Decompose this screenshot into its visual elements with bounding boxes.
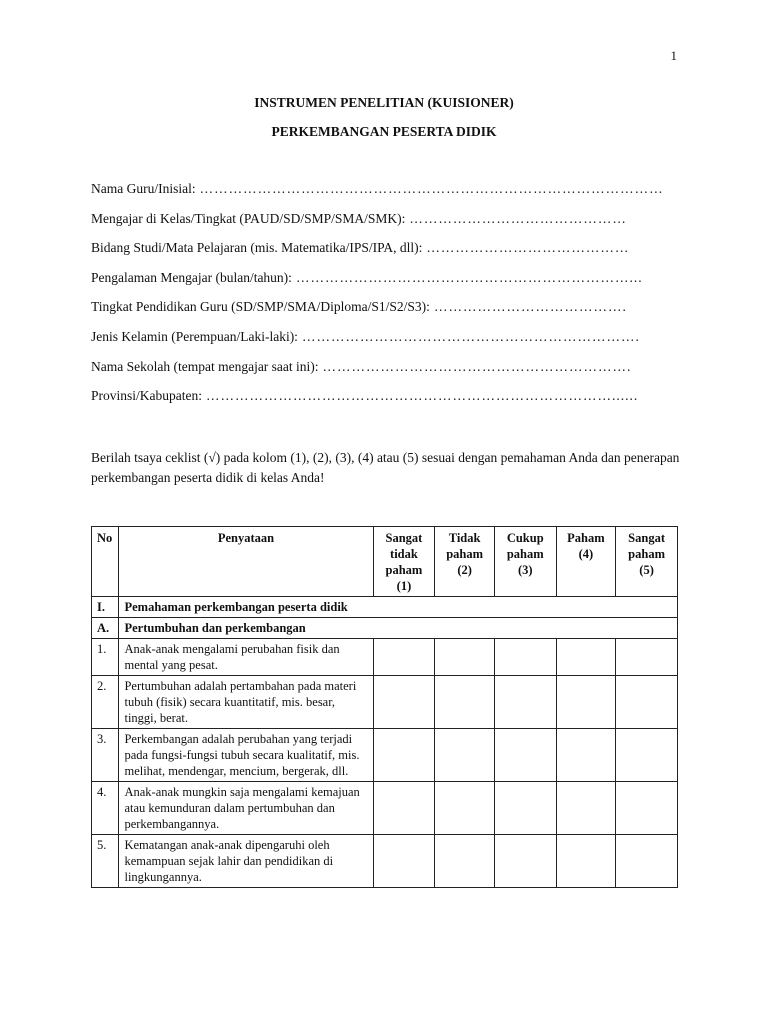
field-school-name[interactable]: [91, 359, 679, 389]
answer-cell-3[interactable]: [494, 835, 556, 888]
header-option-3: Cukup paham (3): [494, 527, 556, 597]
item-statement: Kematangan anak-anak dipengaruhi oleh kemampuan sejak lahir dan pendidikan di lingkungannya.: [119, 835, 373, 888]
instruction-text: Berilah tsaya ceklist (√) pada kolom (1), (2), (3), (4) atau (5) sesuai dengan pemahaman Anda dan penerapan perkembangan peserta didik di kelas Anda!: [91, 450, 680, 485]
answer-cell-2[interactable]: [435, 729, 495, 782]
table-header-row: [92, 527, 678, 597]
answer-cell-1[interactable]: [373, 729, 435, 782]
field-province[interactable]: [91, 388, 679, 418]
item-number: 1.: [92, 639, 119, 676]
fill-line[interactable]: …………………………………………………………………………......: [206, 388, 639, 404]
answer-cell-1[interactable]: [373, 676, 435, 729]
item-number: 5.: [92, 835, 119, 888]
table-row: [92, 639, 678, 676]
answer-cell-1[interactable]: [373, 639, 435, 676]
item-statement: Anak-anak mungkin saja mengalami kemajuan atau kemunduran dalam pertumbuhan dan perkembangannya.: [119, 782, 373, 835]
answer-cell-4[interactable]: [556, 782, 616, 835]
fill-line[interactable]: ……………………………………………………….: [322, 358, 632, 374]
document-subtitle: PERKEMBANGAN PESERTA DIDIK: [271, 124, 497, 139]
item-statement: Perkembangan adalah perubahan yang terjadi pada fungsi-fungsi tubuh secara kualitatif, mis. melihat, mendengar, mencium, bergerak, dll.: [119, 729, 373, 782]
answer-cell-2[interactable]: [435, 676, 495, 729]
header-option-4: Paham (4): [556, 527, 616, 597]
answer-cell-5[interactable]: [616, 835, 678, 888]
section-row: [92, 597, 678, 618]
header-option-5: Sangat paham (5): [616, 527, 678, 597]
fill-line[interactable]: ……………………………………………………………...: [295, 269, 643, 285]
answer-cell-5[interactable]: [616, 729, 678, 782]
item-statement: Anak-anak mengalami perubahan fisik dan mental yang pesat.: [119, 639, 373, 676]
answer-cell-1[interactable]: [373, 835, 435, 888]
answer-cell-2[interactable]: [435, 835, 495, 888]
item-statement: Pertumbuhan adalah pertambahan pada materi tubuh (fisik) secara kuantitatif, mis. besar, tinggi, berat.: [119, 676, 373, 729]
answer-cell-1[interactable]: [373, 782, 435, 835]
field-teacher-name[interactable]: [91, 181, 679, 211]
fill-line[interactable]: ……………………………………………………………………………………: [199, 181, 664, 196]
header-no: No: [92, 527, 119, 597]
fill-line[interactable]: …………………………………………………………….: [301, 328, 640, 344]
answer-cell-2[interactable]: [435, 782, 495, 835]
table-row: [92, 729, 678, 782]
answer-cell-4[interactable]: [556, 676, 616, 729]
table-row: [92, 676, 678, 729]
item-number: 3.: [92, 729, 119, 782]
answer-cell-5[interactable]: [616, 782, 678, 835]
field-label: Bidang Studi/Mata Pelajaran (mis. Matematika/IPS/IPA, dll):: [91, 240, 423, 256]
answer-cell-3[interactable]: [494, 782, 556, 835]
document-title: INSTRUMEN PENELITIAN (KUISIONER): [254, 95, 514, 110]
item-number: 2.: [92, 676, 119, 729]
answer-cell-5[interactable]: [616, 676, 678, 729]
field-subject[interactable]: [91, 240, 679, 270]
page-number: 1: [670, 48, 677, 63]
questionnaire-table: [91, 526, 678, 888]
answer-cell-5[interactable]: [616, 639, 678, 676]
header-option-2: Tidak paham (2): [435, 527, 495, 597]
answer-cell-4[interactable]: [556, 639, 616, 676]
field-label: Nama Guru/Inisial:: [91, 181, 196, 196]
header-statement: Penyataan: [119, 527, 373, 597]
answer-cell-2[interactable]: [435, 639, 495, 676]
section-title: Pemahaman perkembangan peserta didik: [119, 597, 678, 618]
answer-cell-3[interactable]: [494, 729, 556, 782]
section-number: I.: [92, 597, 119, 618]
field-grade-level[interactable]: [91, 211, 679, 241]
field-label: Tingkat Pendidikan Guru (SD/SMP/SMA/Diploma/S1/S2/S3):: [91, 299, 430, 315]
field-label: Nama Sekolah (tempat mengajar saat ini):: [91, 358, 319, 374]
header-option-1: Sangat tidak paham (1): [373, 527, 435, 597]
answer-cell-3[interactable]: [494, 676, 556, 729]
table-row: [92, 782, 678, 835]
subsection-title: Pertumbuhan dan perkembangan: [119, 618, 678, 639]
field-label: Provinsi/Kabupaten:: [91, 388, 202, 404]
field-label: Pengalaman Mengajar (bulan/tahun):: [91, 269, 292, 285]
answer-cell-3[interactable]: [494, 639, 556, 676]
field-label: Jenis Kelamin (Perempuan/Laki-laki):: [91, 328, 298, 344]
fill-line[interactable]: ………………………………….: [433, 299, 627, 315]
subsection-number: A.: [92, 618, 119, 639]
field-gender[interactable]: [91, 329, 679, 359]
table-row: [92, 835, 678, 888]
answer-cell-4[interactable]: [556, 729, 616, 782]
field-label: Mengajar di Kelas/Tingkat (PAUD/SD/SMP/SMA/SMK):: [91, 210, 406, 226]
field-education-level[interactable]: [91, 299, 679, 329]
field-teaching-experience[interactable]: [91, 270, 679, 300]
fill-line[interactable]: ……………………………………: [426, 240, 630, 256]
identity-form: [91, 181, 679, 418]
answer-cell-4[interactable]: [556, 835, 616, 888]
fill-line[interactable]: ………………………………………: [409, 210, 627, 226]
subsection-row: [92, 618, 678, 639]
item-number: 4.: [92, 782, 119, 835]
